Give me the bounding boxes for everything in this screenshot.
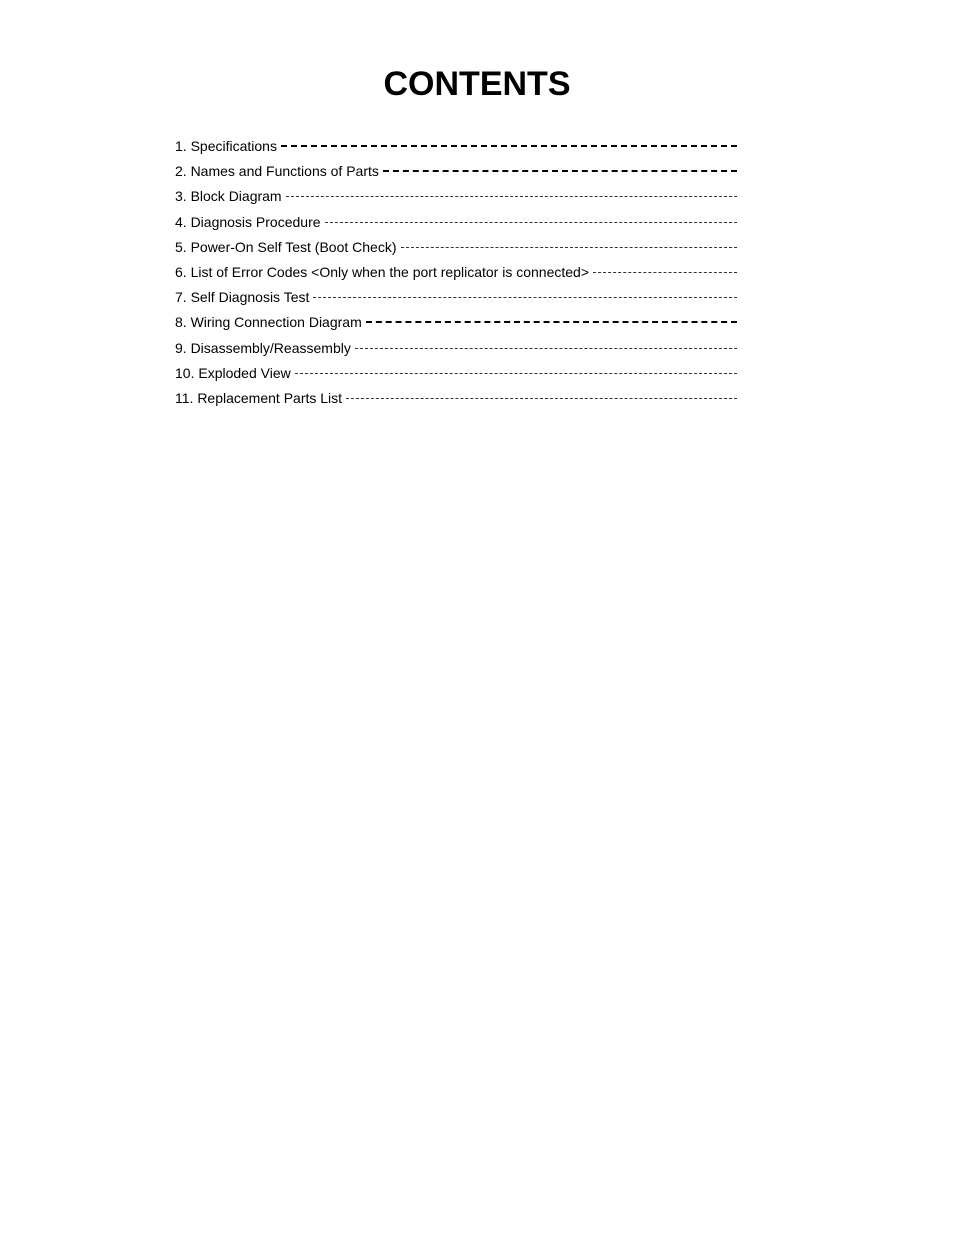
toc-entry-replacement-parts-list[interactable] bbox=[175, 388, 737, 413]
toc-entry-exploded-view[interactable] bbox=[175, 363, 737, 388]
toc-entry-error-codes[interactable] bbox=[175, 262, 737, 287]
toc-entry-diagnosis-procedure[interactable] bbox=[175, 212, 737, 237]
toc-entry-label: 5. Power-On Self Test (Boot Check) bbox=[175, 238, 397, 255]
toc-entry-disassembly-reassembly[interactable] bbox=[175, 338, 737, 363]
toc-entry-label: 4. Diagnosis Procedure bbox=[175, 213, 321, 230]
toc-entry-block-diagram[interactable] bbox=[175, 186, 737, 211]
toc-entry-label: 6. List of Error Codes <Only when the port replicator is connected> bbox=[175, 263, 589, 280]
toc-dot-leader bbox=[325, 222, 737, 223]
toc-dot-leader bbox=[401, 247, 738, 248]
toc-entry-specifications[interactable] bbox=[175, 136, 737, 161]
toc-entry-power-on-self-test[interactable] bbox=[175, 237, 737, 262]
toc-entry-label: 10. Exploded View bbox=[175, 364, 291, 381]
toc-dot-leader bbox=[355, 348, 737, 349]
toc-entry-label: 2. Names and Functions of Parts bbox=[175, 163, 379, 180]
toc-entry-label: 11. Replacement Parts List bbox=[175, 389, 343, 406]
toc-dot-leader bbox=[366, 321, 737, 323]
toc-entry-label: 1. Specifications bbox=[175, 138, 277, 154]
toc-entry-label: 7. Self Diagnosis Test bbox=[175, 289, 310, 306]
page-title: CONTENTS bbox=[383, 65, 571, 103]
toc-entry-label: 9. Disassembly/Reassembly bbox=[175, 339, 351, 356]
toc-entry-wiring-connection-diagram[interactable] bbox=[175, 312, 737, 337]
toc-dot-leader bbox=[313, 297, 737, 298]
toc-dot-leader bbox=[383, 170, 737, 172]
toc-entry-label: 8. Wiring Connection Diagram bbox=[175, 314, 362, 331]
toc-entry-names-and-functions[interactable] bbox=[175, 161, 737, 186]
toc-dot-leader bbox=[593, 272, 737, 273]
table-of-contents bbox=[175, 136, 737, 413]
toc-dot-leader bbox=[346, 398, 737, 399]
toc-dot-leader bbox=[286, 196, 737, 197]
toc-dot-leader bbox=[295, 373, 737, 374]
toc-entry-self-diagnosis-test[interactable] bbox=[175, 287, 737, 312]
toc-dot-leader bbox=[281, 145, 737, 147]
toc-entry-label: 3. Block Diagram bbox=[175, 188, 282, 205]
